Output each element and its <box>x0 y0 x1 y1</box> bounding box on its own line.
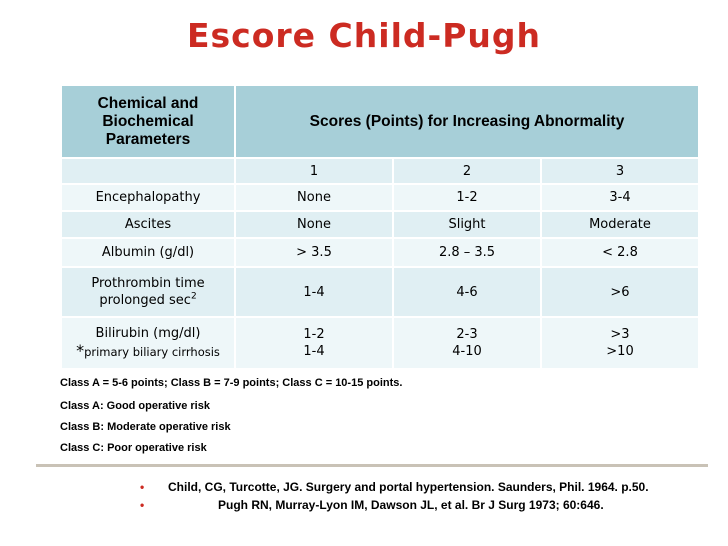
row-value-1 <box>235 317 393 369</box>
reference-text: Child, CG, Turcotte, JG. Surgery and portal hypertension. Saunders, Phil. 1964. p.50. <box>168 480 649 494</box>
row-value-3: >6 <box>541 267 699 317</box>
row-value-1: None <box>235 211 393 238</box>
row-label-line2 <box>66 292 230 309</box>
reference-text: Pugh RN, Murray-Lyon IM, Dawson JL, et al. Br J Surg 1973; 60:646. <box>218 498 604 512</box>
value-line2: 1-4 <box>303 344 325 359</box>
row-value-2: 1-2 <box>393 184 541 211</box>
note-class-points: Class A = 5-6 points; Class B = 7-9 points; Class C = 10-15 points. <box>60 377 403 389</box>
value-line1: 2-3 <box>456 327 478 342</box>
row-label: Ascites <box>61 211 235 238</box>
row-value-3: Moderate <box>541 211 699 238</box>
row-value-1: > 3.5 <box>235 238 393 267</box>
points-2: 2 <box>393 158 541 184</box>
asterisk: * <box>76 341 85 360</box>
row-value-3 <box>541 317 699 369</box>
row-value-3: 3-4 <box>541 184 699 211</box>
table-row <box>61 184 699 211</box>
note-class-a: Class A: Good operative risk <box>60 400 210 412</box>
table-row <box>61 211 699 238</box>
header-parameters <box>61 85 235 158</box>
row-value-1: 1-4 <box>235 267 393 317</box>
note-class-c: Class C: Poor operative risk <box>60 442 207 454</box>
reference-item <box>140 496 649 514</box>
row-label-line1: Prothrombin time <box>91 276 205 291</box>
row-label <box>61 267 235 317</box>
row-label-line1: Bilirubin (mg/dl) <box>95 326 201 341</box>
value-line2: 4-10 <box>452 344 482 359</box>
row-value-2: 2.8 – 3.5 <box>393 238 541 267</box>
points-1: 1 <box>235 158 393 184</box>
row-label-line2 <box>66 342 230 361</box>
divider <box>36 464 708 467</box>
bullet-icon: • <box>140 498 145 512</box>
row-label <box>61 317 235 369</box>
row-label-text: prolonged sec <box>99 293 191 308</box>
bullet-icon: • <box>140 480 145 494</box>
header-scores: Scores (Points) for Increasing Abnormality <box>235 85 699 158</box>
table-header-row <box>61 85 699 158</box>
table-row <box>61 238 699 267</box>
value-line1: >3 <box>610 327 630 342</box>
header-param-line2: Biochemical <box>102 112 194 130</box>
child-pugh-table <box>60 84 700 370</box>
row-label-note: primary biliary cirrhosis <box>84 345 220 359</box>
table-row-points <box>61 158 699 184</box>
value-line1: 1-2 <box>303 327 325 342</box>
value-line2: >10 <box>606 344 634 359</box>
table-row <box>61 267 699 317</box>
row-value-2 <box>393 317 541 369</box>
table-row <box>61 317 699 369</box>
row-value-2: 4-6 <box>393 267 541 317</box>
row-value-2: Slight <box>393 211 541 238</box>
page-title: Escore Child-Pugh <box>186 16 541 55</box>
row-value-1: None <box>235 184 393 211</box>
header-param-line1: Chemical and <box>97 94 199 112</box>
row-label: Encephalopathy <box>61 184 235 211</box>
superscript: 2 <box>190 291 197 302</box>
row-label: Albumin (g/dl) <box>61 238 235 267</box>
references-list <box>140 478 649 514</box>
row-value-3: < 2.8 <box>541 238 699 267</box>
header-param-line3: Parameters <box>105 130 191 148</box>
note-class-b: Class B: Moderate operative risk <box>60 421 231 433</box>
points-empty-cell <box>61 158 235 184</box>
reference-item <box>140 478 649 496</box>
points-3: 3 <box>541 158 699 184</box>
